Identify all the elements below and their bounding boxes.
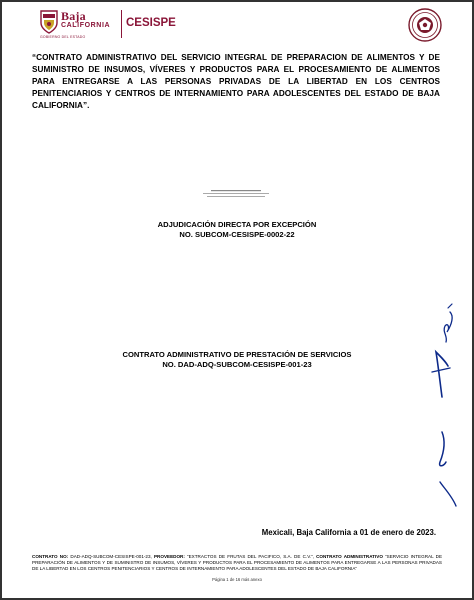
letterhead [12,8,462,44]
handwritten-signature-icon [402,302,458,402]
stamp-text-lines-icon [197,189,275,199]
footer-contract-number: DAD-ADQ-SUBCOM-CESISPE-001-23, [70,554,152,559]
footer-provider-label: PROVEEDOR: [153,554,185,559]
footer-contract-description: “SERVICIO INTEGRAL DE PREPARACIÓN DE ALIMENTOS Y DE SUMINISTRO DE INSUMOS, VÍVERES Y PRODUCTOS PARA EL PROCESAMIENTO DE ALIMENTOS PARA ENTREGARSE A LAS PERSONAS PRIVADAS DE LA LIBERTAD EN LOS CENTROS PENITENCIARIOS Y CENTROS DE INTERNAMIENTO PARA ADOLESCENTES DEL ESTADO DE BAJA CALIFORNIA” [32,554,443,571]
place-and-date: Mexicali, Baja California a 01 de enero de 2023. [261,528,436,537]
footer-contract-label: CONTRATO NO: [32,554,69,559]
adjudication-type: ADJUDICACIÓN DIRECTA POR EXCEPCIÓN [157,220,317,229]
page-number: Página 1 de 16 más anexo [212,577,262,582]
footer-contract-type-label: CONTRATO ADMINISTRATIVO [316,554,383,559]
adjudication-number: NO. SUBCOM-CESISPE-0002-22 [179,230,295,239]
contract-title: “CONTRATO ADMINISTRATIVO DEL SERVICIO INTEGRAL DE PREPARACION DE ALIMENTOS Y DE SUMINISTRO DE INSUMOS, VÍVERES Y PRODUCTOS PARA EL PROCESAMIENTO DE ALIMENTOS PARA ENTREGARSE A LAS PERSONAS PRIVADAS DE LA LIBERTAD EN LOS CENTROS PENITENCIARIOS Y CENTROS DE INTERNAMIENTO PARA ADOLESCENTES DEL ESTADO DE BAJA CALIFORNIA”. [32,53,440,110]
agency-logo: CESISPE [126,17,176,29]
issuer-stamp [197,189,275,200]
footer-provider-name: “EXTRACTOS DE FRUTAS DEL PACIFICO, S.A. DE C.V.”, [187,554,314,559]
baja-california-logo [40,8,122,42]
handwritten-initial-icon [432,422,462,512]
adjudication-block [2,220,472,240]
logo-subtitle: CALIFORNIA [61,22,111,29]
state-shield-icon [40,10,58,34]
contract-type: CONTRATO ADMINISTRATIVO DE PRESTACIÓN DE SERVICIOS [122,350,352,359]
logo-title: Baja [61,9,86,23]
footer-note [32,554,442,571]
contract-number: NO. DAD-ADQ-SUBCOM-CESISPE-001-23 [162,360,312,369]
logo-divider [121,10,122,38]
logo-tagline: GOBIERNO DEL ESTADO [40,35,86,39]
official-seal-icon [408,8,442,42]
